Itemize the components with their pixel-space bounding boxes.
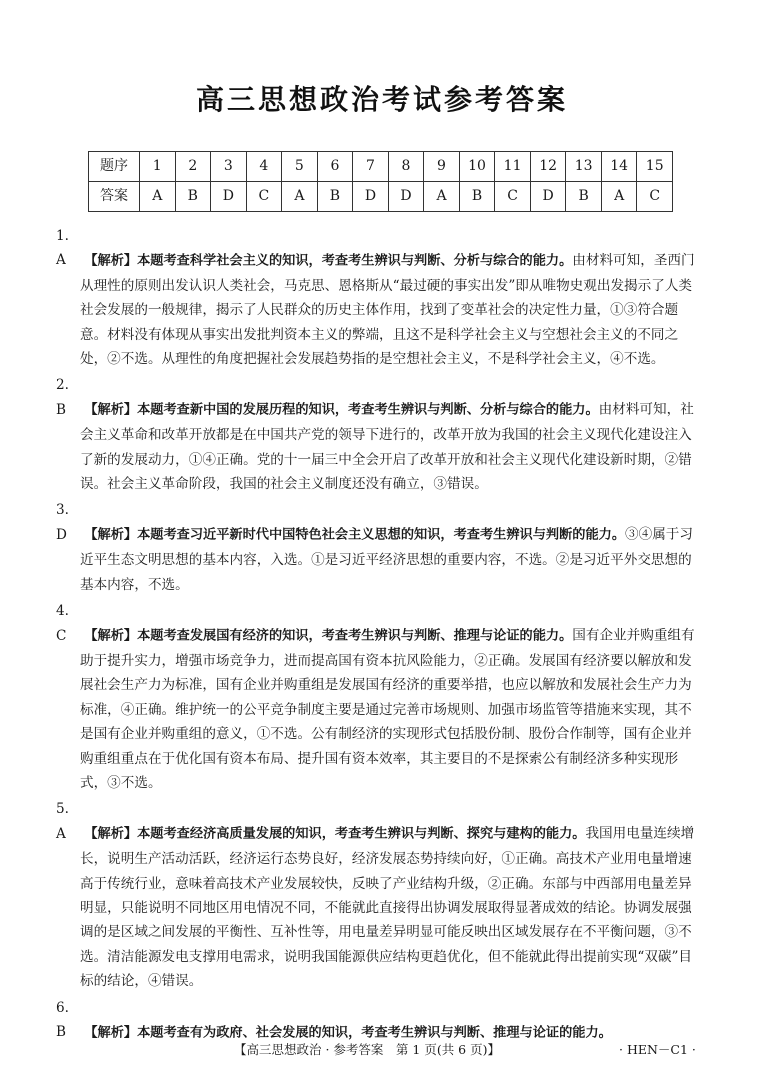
explanation-lead: 本题考查经济高质量发展的知识，考查考生辨识与判断、探究与建构的能力。 [137,826,586,842]
question-number-cell: 5 [282,152,318,182]
question-explanation [56,599,696,795]
question-number-cell: 3 [211,152,247,182]
answer-cell: B [175,182,211,212]
answer-cell: D [353,182,389,212]
question-number-cell: 12 [530,152,566,182]
question-explanation [56,373,696,496]
answer-cell: C [637,182,673,212]
question-number: 4. C [56,603,69,644]
question-explanation [56,224,696,371]
page-title: 高三思想政治考试参考答案 [195,83,568,116]
question-number-cell: 6 [317,152,353,182]
question-number-cell: 15 [637,152,673,182]
answer-table-answer-row [89,182,673,212]
explanation-lead: 本题考查新中国的发展历程的知识，考查考生辨识与判断、分析与综合的能力。 [137,402,599,418]
question-explanation [56,498,696,597]
answer-cell: A [140,182,176,212]
analysis-tag: 【解析】 [84,1025,138,1040]
analysis-tag: 【解析】 [84,527,138,543]
answer-cell: D [388,182,424,212]
footer-code: · HEN－C1 · [619,1042,696,1057]
row-label-question-number: 题序 [89,152,140,182]
explanation-text: 由材料可知，圣西门从理性的原则出发认识人类社会，马克思、恩格斯从“最过硬的事实出发”即从唯物史观出发揭示了人类社会发展的一般规律，揭示了人民群众的历史主体作用，找到了变革社会的决定性力量，①③符合题意。材料没有体现从事实出发批判资本主义的弊端，且这不是科学社会主义与空想社会主义的不同之处，②不选。从理性的角度把握社会发展趋势指的是空想社会主义，不是科学社会主义，④不选。 [80,252,695,368]
answer-cell: D [530,182,566,212]
answer-table [88,151,673,212]
analysis-tag: 【解析】 [84,253,138,269]
explanation-lead: 本题考查科学社会主义的知识，考查考生辨识与判断、分析与综合的能力。 [137,253,573,269]
question-number-cell: 2 [175,152,211,182]
explanation-text: 由材料可知，社会主义革命和改革开放都是在中国共产党的领导下进行的，改革开放为我国的社会主义现代化建设注入了新的发展动力，①④正确。党的十一届三中全会开启了改革开放和社会主义现代化建设新时期，②错误。社会主义革命阶段，我国的社会主义制度还没有确立，③错误。 [80,401,694,493]
explanation-lead: 本题考查习近平新时代中国特色社会主义思想的知识，考查考生辨识与判断的能力。 [137,527,626,543]
question-number: 2. B [56,377,69,418]
question-explanation [56,996,696,1046]
question-number-cell: 4 [246,152,282,182]
question-number-cell: 10 [459,152,495,182]
question-number-cell: 7 [353,152,389,182]
answer-cell: C [246,182,282,212]
analysis-tag: 【解析】 [84,826,138,842]
question-number-cell: 9 [424,152,460,182]
analysis-tag: 【解析】 [84,402,138,418]
analysis-tag: 【解析】 [84,628,138,644]
question-number: 3. D [56,502,69,543]
explanation-lead: 本题考查有为政府、社会发展的知识，考查考生辨识与判断、推理与论证的能力。 [137,1025,612,1040]
question-number-cell: 1 [140,152,176,182]
question-number: 5. A [56,801,69,842]
question-explanation [56,797,696,993]
explanation-lead: 本题考查发展国有经济的知识，考查考生辨识与判断、推理与论证的能力。 [137,628,573,644]
answer-cell: A [424,182,460,212]
explanation-text: 国有企业并购重组有助于提升实力，增强市场竞争力，进而提高国有资本抗风险能力，②正确。发展国有经济要以解放和发展社会生产力为标准，国有企业并购重组是发展国有经济的重要举措，也应以解放和发展社会生产力为标准，④正确。维护统一的公平竞争制度主要是通过完善市场规则、加强市场监管等措施来实现，其不是国有企业并购重组的意义，①不选。公有制经济的实现形式包括股份制、股份合作制等，国有企业并购重组重点在于优化国有资本布局、提升国有资本效率，其主要目的不是探索公有制经济多种实现形式，③不选。 [80,627,695,791]
question-number-cell: 14 [601,152,637,182]
explanation-text: ③④属于习近平生态文明思想的基本内容，入选。①是习近平经济思想的重要内容，不选。②是习近平外交思想的基本内容，不选。 [80,526,693,593]
row-label-answer: 答案 [89,182,140,212]
answer-table-number-row [89,152,673,182]
answer-cell: B [566,182,602,212]
answer-cell: B [459,182,495,212]
answer-cell: D [211,182,247,212]
question-number-cell: 13 [566,152,602,182]
answer-cell: A [601,182,637,212]
question-number-cell: 8 [388,152,424,182]
question-number-cell: 11 [495,152,531,182]
footer-page-info: 【高三思想政治 · 参考答案 第 1 页(共 6 页)】 [234,1042,500,1057]
answer-cell: A [282,182,318,212]
explanation-text: 我国用电量连续增长，说明生产活动活跃，经济运行态势良好，经济发展态势持续向好，①正确。高技术产业用电量增速高于传统行业，意味着高技术产业发展较快，反映了产业结构升级，②正确。东部与中西部用电量差异明显，只能说明不同地区用电情况不同，不能就此直接得出协调发展取得显著成效的结论。协调发展强调的是区域之间发展的平衡性、互补性等，用电量差异明显可能反映出区域发展存在不平衡问题，③不选。清洁能源发电支撑用电需求，说明我国能源供应结构更趋优化，但不能就此得出提前实现“双碳”目标的结论，④错误。 [80,825,695,990]
answer-cell: C [495,182,531,212]
question-number: 6. B [56,999,69,1040]
answer-cell: B [317,182,353,212]
question-number: 1. A [56,228,69,269]
answer-explanations [56,224,696,1047]
